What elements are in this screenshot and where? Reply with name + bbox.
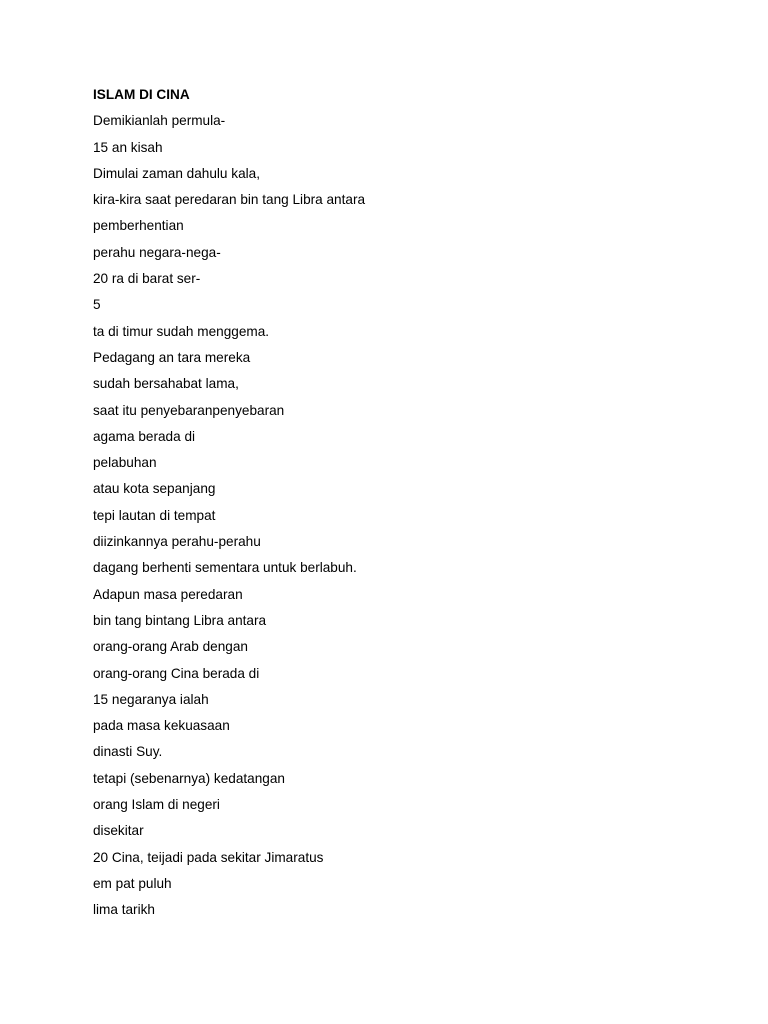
text-line: disekitar bbox=[93, 823, 144, 839]
text-line: bin tang bintang Libra antara bbox=[93, 612, 267, 628]
text-line: dinasti Suy. bbox=[93, 744, 163, 760]
text-line: Demikianlah permula- bbox=[93, 113, 226, 129]
text-line: saat itu penyebaranpenyebaran bbox=[93, 402, 285, 418]
text-line: 20 ra di barat ser- bbox=[93, 271, 201, 287]
text-line: 5 bbox=[93, 297, 101, 313]
text-line: Dimulai zaman dahulu kala, bbox=[93, 165, 260, 181]
text-line: orang Islam di negeri bbox=[93, 797, 220, 813]
text-line: Adapun masa peredaran bbox=[93, 586, 243, 602]
text-line: orang-orang Arab dengan bbox=[93, 639, 248, 655]
text-line: agama berada di bbox=[93, 428, 196, 444]
text-line: 15 negaranya ialah bbox=[93, 691, 209, 707]
text-line: Pedagang an tara mereka bbox=[93, 349, 251, 365]
text-line: dagang berhenti sementara untuk berlabuh. bbox=[93, 560, 357, 576]
text-line: perahu negara-nega- bbox=[93, 244, 221, 260]
text-line: orang-orang Cina berada di bbox=[93, 665, 260, 681]
text-line: pelabuhan bbox=[93, 455, 157, 471]
text-line: em pat puluh bbox=[93, 875, 172, 891]
text-line: atau kota sepanjang bbox=[93, 481, 216, 497]
text-line: sudah bersahabat lama, bbox=[93, 376, 239, 392]
text-line: diizinkannya perahu-perahu bbox=[93, 534, 261, 550]
text-lines bbox=[93, 112, 713, 919]
text-line: kira-kira saat peredaran bin tang Libra antara bbox=[93, 192, 366, 208]
text-line: lima tarikh bbox=[93, 902, 155, 918]
text-line: tetapi (sebenarnya) kedatangan bbox=[93, 770, 285, 786]
text-line: pada masa kekuasaan bbox=[93, 718, 230, 734]
document-body bbox=[93, 86, 713, 928]
text-line: pemberhentian bbox=[93, 218, 184, 234]
text-line: 20 Cina, teijadi pada sekitar Jimaratus bbox=[93, 849, 324, 865]
text-line: 15 an kisah bbox=[93, 139, 163, 155]
text-line: tepi lautan di tempat bbox=[93, 507, 216, 523]
text-line: ta di timur sudah menggema. bbox=[93, 323, 270, 339]
document-title: ISLAM DI CINA bbox=[93, 87, 190, 102]
